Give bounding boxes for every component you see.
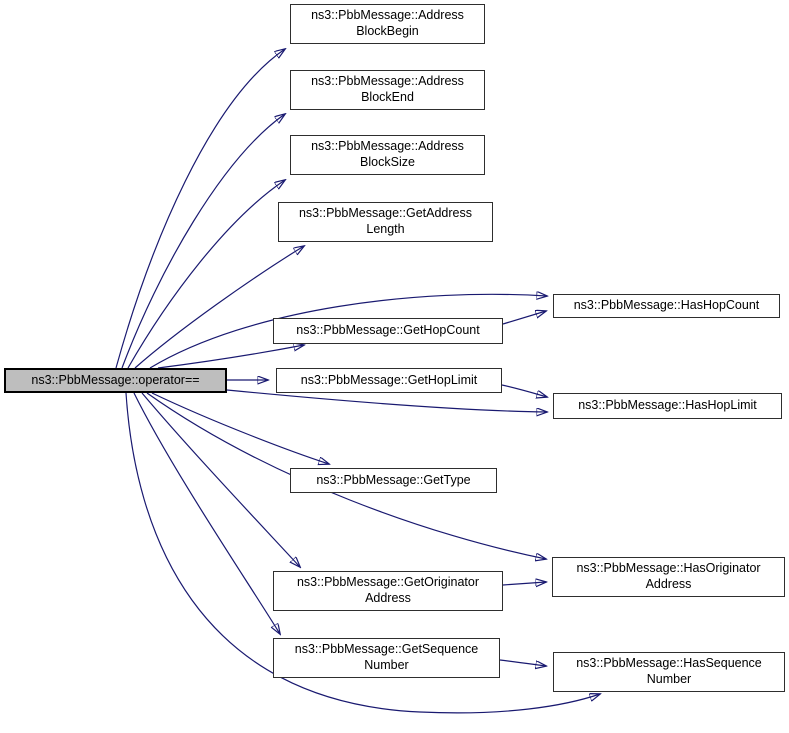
node-get-hop-count[interactable] [273,318,503,344]
node-label: ns3::PbbMessage::HasSequence [576,656,762,671]
edge-getoriginatoraddress-to-hasoriginator [503,582,546,585]
edge-operator-to-hashoplimit [227,390,547,412]
node-label: Number [646,672,692,686]
node-label: ns3::PbbMessage::GetHopLimit [300,372,478,387]
node-has-hop-count[interactable] [553,294,780,318]
edge-operator-to-gettype [152,393,329,464]
node-get-type[interactable] [290,468,497,493]
node-label: BlockEnd [361,90,414,104]
node-address-block-begin[interactable] [290,4,485,44]
node-label: ns3::PbbMessage::HasHopCount [573,298,760,313]
edge-operator-to-getsequencenumber [134,393,280,634]
node-label: Address [645,577,692,591]
edge-operator-to-gethopcount [158,345,304,368]
node-label: ns3::PbbMessage::Address [311,139,464,154]
node-get-originator-address[interactable] [273,571,503,611]
node-label: ns3::PbbMessage::GetType [316,472,471,487]
edge-gethoplimit-to-hashoplimit [502,385,547,397]
node-label: ns3::PbbMessage::Address [311,74,464,89]
node-address-block-size[interactable] [290,135,485,175]
node-get-address-length[interactable] [278,202,493,242]
edge-getsequencenumber-to-hassequence [500,660,546,666]
node-label: BlockSize [360,155,415,169]
node-label: Address [365,591,411,605]
node-has-sequence-number[interactable] [553,652,785,692]
node-address-block-end[interactable] [290,70,485,110]
node-label: ns3::PbbMessage::HasOriginator [576,561,761,576]
node-label: ns3::PbbMessage::operator== [31,372,200,387]
node-label: ns3::PbbMessage::GetOriginator [296,575,480,590]
node-label: Number [364,658,409,672]
node-label: ns3::PbbMessage::Address [311,8,464,23]
node-label: ns3::PbbMessage::GetHopCount [296,323,480,338]
node-has-hop-limit[interactable] [553,393,782,419]
node-label: ns3::PbbMessage::GetAddress [298,206,472,221]
node-label: BlockBegin [356,24,419,38]
node-operator-eq[interactable] [4,368,227,393]
edge-gethopcount-to-hashopcount [503,311,546,324]
node-label: ns3::PbbMessage::GetSequence [294,642,479,657]
edge-operator-to-addressblockend [122,114,285,368]
node-has-originator-address[interactable] [552,557,785,597]
node-label: ns3::PbbMessage::HasHopLimit [578,398,757,413]
node-label: Length [366,222,405,236]
node-get-hop-limit[interactable] [276,368,502,393]
node-get-sequence-number[interactable] [273,638,500,678]
